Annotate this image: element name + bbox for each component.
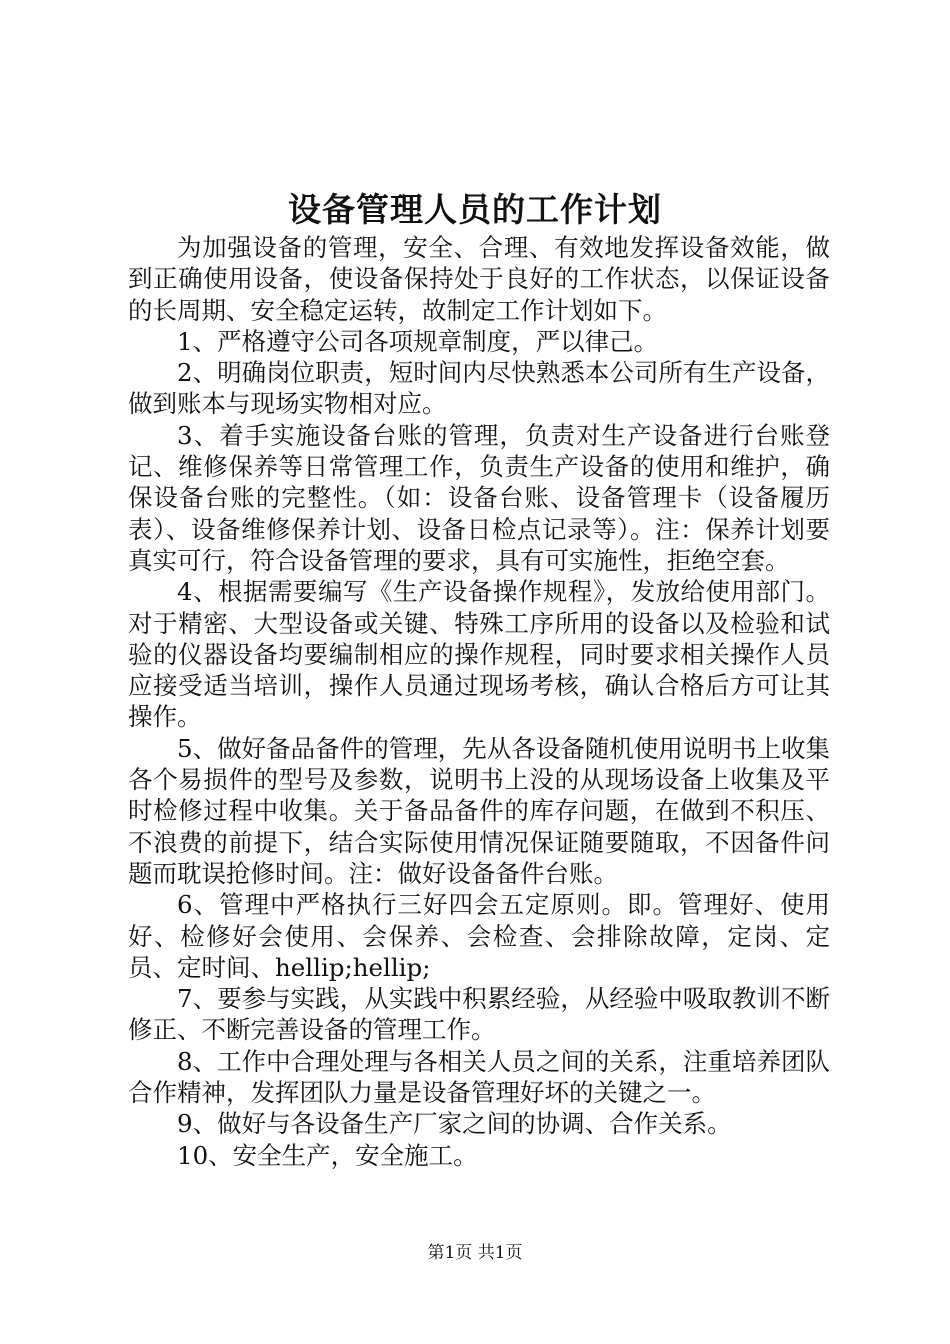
paragraph-item-7: 7、要参与实践，从实践中积累经验，从经验中吸取教训不断修正、不断完善设备的管理工作。 — [128, 984, 830, 1045]
paragraph-item-9: 9、做好与各设备生产厂家之间的协调、合作关系。 — [177, 1109, 732, 1139]
paragraph-item-2: 2、明确岗位职责，短时间内尽快熟悉本公司所有生产设备，做到账本与现场实物相对应。 — [128, 358, 830, 419]
paragraph-item-1: 1、严格遵守公司各项规章制度，严以律己。 — [177, 326, 659, 356]
paragraph-item-3: 3、着手实施设备台账的管理，负责对生产设备进行台账登记、维修保养等日常管理工作，负责生产设备的使用和维护，确保设备台账的完整性。（如：设备台账、设备管理卡（设备履历表）、设备维修保养计划、设备日检点记录等）。注：保养计划要真实可行，符合设备管理的要求，具有可实施性，拒绝空套。 — [128, 420, 830, 575]
paragraph-item-10: 10、安全生产，安全施工。 — [177, 1140, 478, 1170]
paragraph-item-4: 4、根据需要编写《生产设备操作规程》，发放给使用部门。对于精密、大型设备或关键、特殊工序所用的设备以及检验和试验的仪器设备均要编制相应的操作规程，同时要求相关操作人员应接受适当培训，操作人员通过现场考核，确认合格后方可让其操作。 — [128, 577, 830, 732]
document-title: 设备管理人员的工作计划 — [288, 190, 662, 229]
paragraph-item-6: 6、管理中严格执行三好四会五定原则。即。管理好、使用好、检修好会使用、会保养、会检查、会排除故障，定岗、定员、定时间、hellip;hellip; — [128, 890, 830, 982]
document-body — [128, 232, 830, 1171]
paragraph-intro: 为加强设备的管理，安全、合理、有效地发挥设备效能，做到正确使用设备，使设备保持处于良好的工作状态，以保证设备的长周期、安全稳定运转，故制定工作计划如下。 — [128, 233, 830, 325]
page-footer: 第1页 共1页 — [427, 1243, 523, 1263]
paragraph-item-8: 8、工作中合理处理与各相关人员之间的关系，注重培养团队合作精神，发挥团队力量是设备管理好坏的关键之一。 — [128, 1046, 830, 1108]
paragraph-item-5: 5、做好备品备件的管理，先从各设备随机使用说明书上收集各个易损件的型号及参数，说明书上没的从现场设备上收集及平时检修过程中收集。关于备品备件的库存问题，在做到不积压、不浪费的前提下，结合实际使用情况保证随要随取，不因备件问题而耽误抢修时间。注：做好设备备件台账。 — [128, 733, 830, 888]
